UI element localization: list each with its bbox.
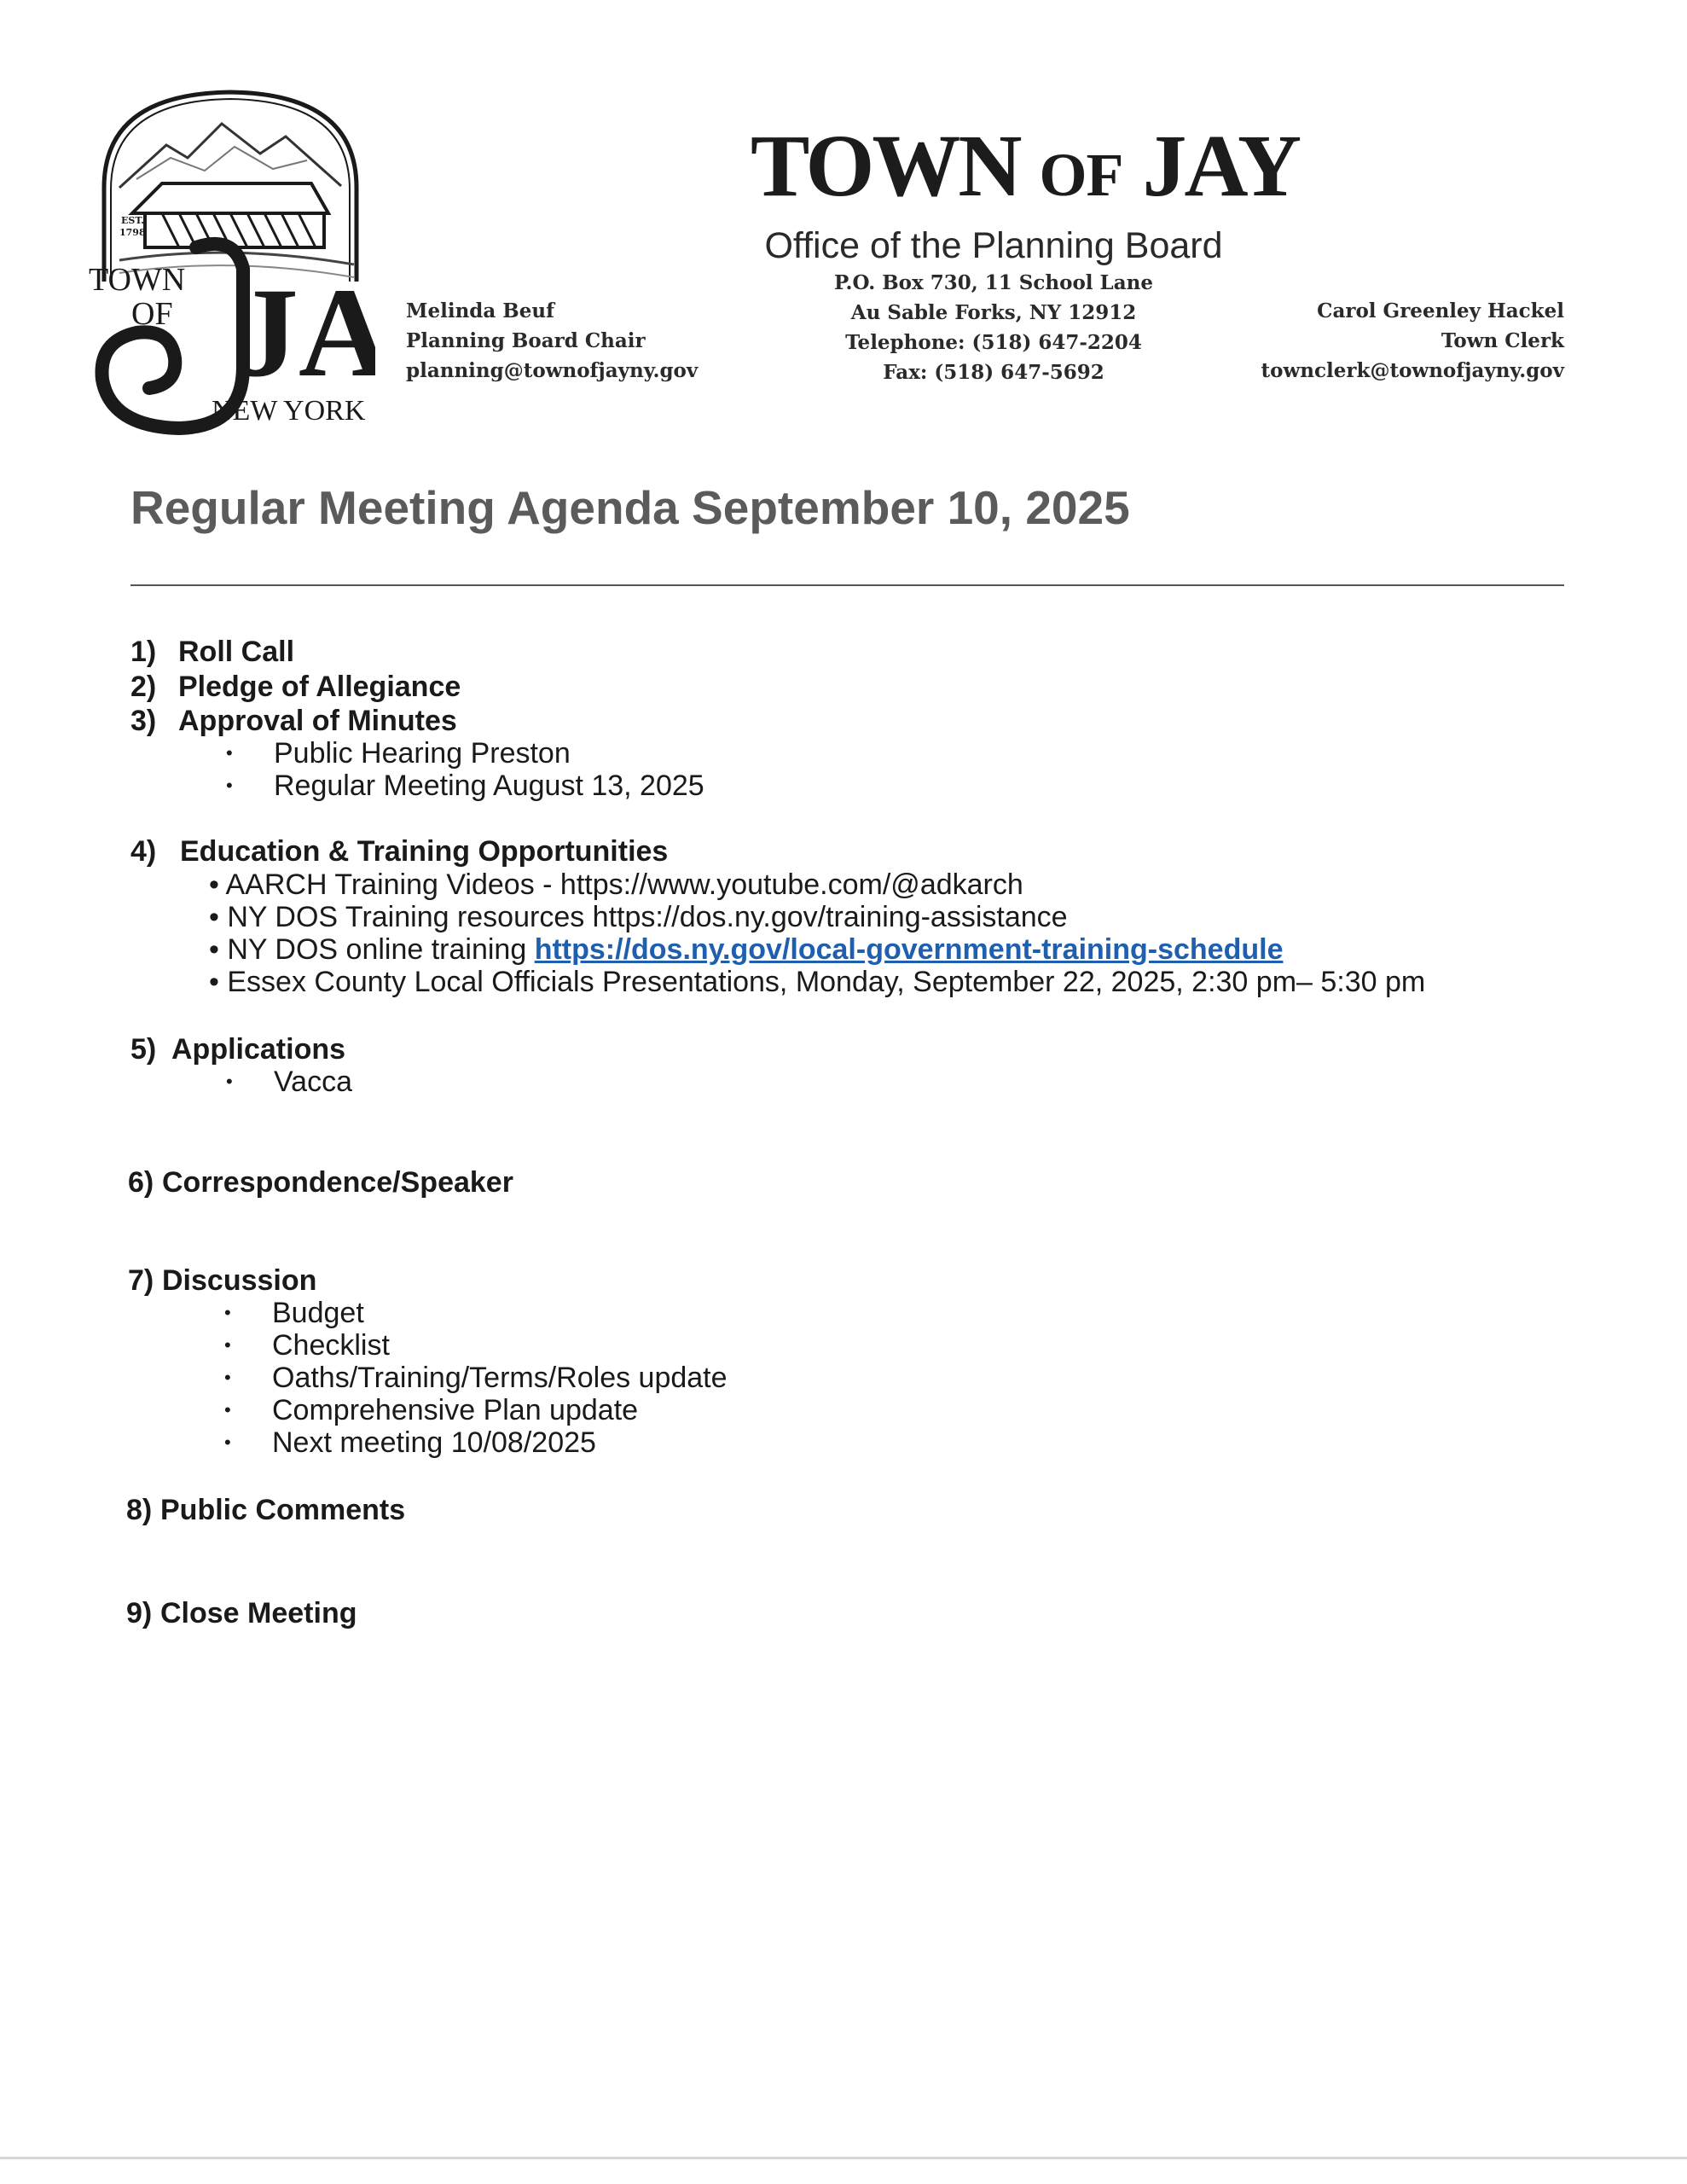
bullet-icon: • <box>209 868 226 901</box>
agenda-item-discussion <box>128 1263 316 1298</box>
item-label: Roll Call <box>178 636 295 668</box>
item-number: 5) <box>130 1033 157 1066</box>
town-seal-logo <box>85 85 375 437</box>
list-item: • Next meeting 10/08/2025 <box>224 1426 596 1459</box>
item-number: 4) <box>130 835 157 868</box>
title-of: OF <box>1039 141 1123 209</box>
clerk-name: Carol Greenley Hackel <box>1317 299 1564 322</box>
chair-name: Melinda Beuf <box>406 299 554 322</box>
logo-town-text: TOWN <box>89 262 186 298</box>
bullet-icon: • <box>224 1399 231 1420</box>
list-item: • Essex County Local Officials Presentations, Monday, September 22, 2025, 2:30 pm– 5:30 pm <box>209 966 1426 998</box>
item-label: Applications <box>171 1033 346 1066</box>
item-number: 2) <box>130 671 157 703</box>
bullet-icon: • <box>209 933 228 966</box>
list-item: • Regular Meeting August 13, 2025 <box>226 770 704 802</box>
title-town: TOWN <box>751 117 1020 215</box>
office-name: Office of the Planning Board <box>764 225 1223 266</box>
address-line1: P.O. Box 730, 11 School Lane <box>834 271 1153 294</box>
bullet-icon: • <box>224 1334 231 1356</box>
logo-jay-text: JA <box>235 262 375 404</box>
agenda-heading: Regular Meeting Agenda September 10, 2025 <box>130 481 1130 534</box>
item-number: 1) <box>130 636 157 668</box>
agenda-item-pledge <box>130 670 461 704</box>
item-number: 8) <box>126 1494 153 1526</box>
list-item: • Checklist <box>224 1329 390 1362</box>
training-schedule-link[interactable]: https://dos.ny.gov/local-government-training-schedule <box>534 933 1284 966</box>
bullet-icon: • <box>226 775 233 796</box>
agenda-item-roll-call <box>130 635 294 669</box>
chair-email-link[interactable]: planning@townofjayny.gov <box>406 359 699 382</box>
agenda-item-correspondence <box>128 1165 513 1199</box>
heading-divider <box>130 584 1564 586</box>
letterhead-title <box>751 117 1300 222</box>
list-item: • Comprehensive Plan update <box>224 1394 639 1426</box>
letterhead <box>751 117 1300 387</box>
item-number: 7) <box>128 1264 154 1297</box>
title-jay: JAY <box>1142 117 1300 215</box>
item-label: Correspondence/Speaker <box>162 1166 513 1199</box>
logo-new-york-text: NEW YORK <box>212 395 366 427</box>
item-label: Pledge of Allegiance <box>178 671 461 703</box>
agenda-item-applications <box>130 1032 345 1066</box>
logo-of-text: OF <box>131 296 173 332</box>
list-item: • Budget <box>224 1297 364 1329</box>
list-item: • Vacca <box>226 1066 352 1098</box>
telephone: Telephone: (518) 647-2204 <box>845 331 1142 354</box>
agenda-item-close-meeting <box>126 1596 357 1630</box>
logo-est-year: 1798 <box>119 227 146 238</box>
bullet-icon: • <box>226 1071 233 1092</box>
page-edge <box>0 2157 1687 2159</box>
bullet-icon: • <box>224 1302 231 1323</box>
fax: Fax: (518) 647-5692 <box>883 361 1104 384</box>
agenda-item-minutes <box>130 704 457 738</box>
item-number: 3) <box>130 705 157 737</box>
bullet-icon: • <box>224 1432 231 1453</box>
chair-contact <box>406 296 698 386</box>
clerk-title: Town Clerk <box>1441 329 1564 352</box>
list-item: • NY DOS online training https://dos.ny.gov/local-government-training-schedule <box>209 933 1284 966</box>
bullet-icon: • <box>209 901 228 933</box>
item-label: Close Meeting <box>160 1597 357 1629</box>
list-item: • NY DOS Training resources https://dos.ny.gov/training-assistance <box>209 901 1068 933</box>
agenda-item-public-comments <box>126 1493 405 1527</box>
item-label: Education & Training Opportunities <box>180 835 669 868</box>
item-label: Public Comments <box>160 1494 406 1526</box>
agenda-item-education <box>130 834 668 868</box>
chair-title: Planning Board Chair <box>406 329 646 352</box>
logo-est: EST. <box>121 215 144 226</box>
bullet-icon: • <box>226 742 233 764</box>
clerk-contact <box>1261 296 1564 386</box>
item-number: 6) <box>128 1166 154 1199</box>
item-label: Approval of Minutes <box>178 705 457 737</box>
bullet-icon: • <box>224 1367 231 1388</box>
bullet-icon: • <box>209 966 228 998</box>
list-item: • Oaths/Training/Terms/Roles update <box>224 1362 728 1394</box>
list-item: • AARCH Training Videos - https://www.youtube.com/@adkarch <box>209 868 1023 901</box>
item-number: 9) <box>126 1597 153 1629</box>
list-item: • Public Hearing Preston <box>226 737 571 770</box>
item-label: Discussion <box>162 1264 317 1297</box>
clerk-email-link[interactable]: townclerk@townofjayny.gov <box>1261 359 1564 382</box>
address-line2: Au Sable Forks, NY 12912 <box>850 301 1137 324</box>
